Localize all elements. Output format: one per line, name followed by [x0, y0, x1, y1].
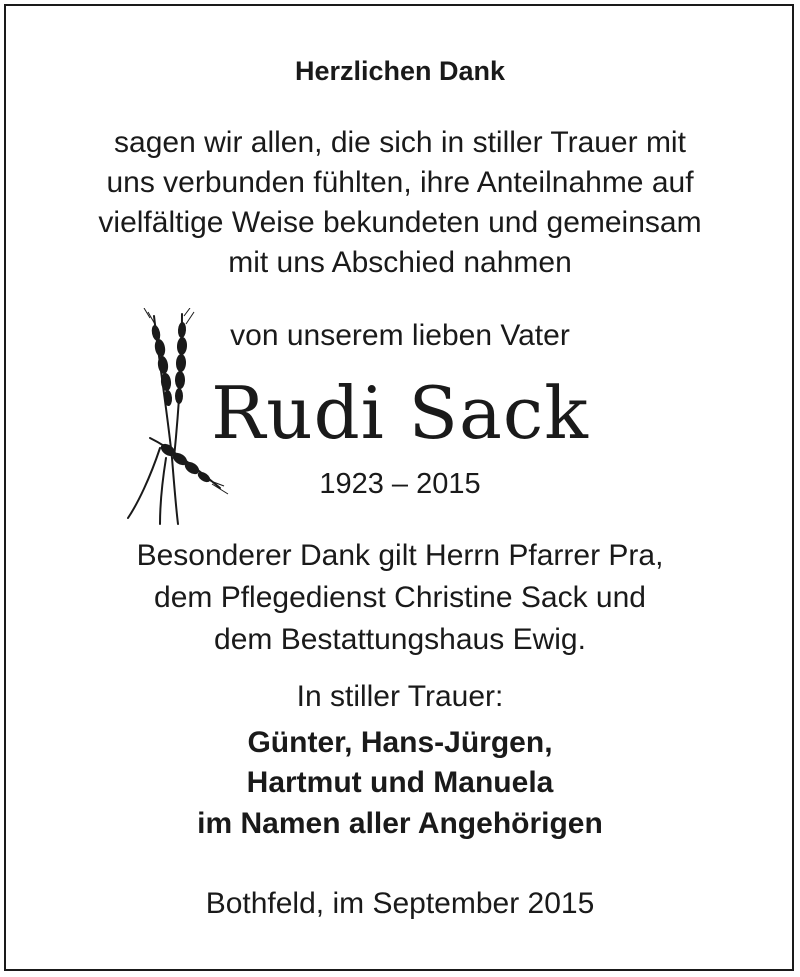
intro-line-3: vielfältige Weise bekundeten und gemeinsam — [98, 206, 702, 239]
mourning-label: In stiller Trauer: — [296, 680, 504, 713]
notice-heading: Herzlichen Dank — [294, 56, 506, 86]
intro-line-2: uns verbunden fühlten, ihre Anteilnahme auf — [106, 166, 694, 199]
thanks-line-3: dem Bestattungshaus Ewig. — [214, 623, 586, 656]
mourners-line-1: Günter, Hans-Jürgen, — [247, 726, 553, 759]
relation-line: von unserem lieben Vater — [230, 319, 570, 352]
deceased-name: Rudi Sack — [211, 371, 589, 455]
mourners-line-2: Hartmut und Manuela — [246, 766, 554, 799]
thanks-line-1: Besonderer Dank gilt Herrn Pfarrer Pra, — [136, 539, 664, 572]
mourners-line-3: im Namen aller Angehörigen — [197, 807, 603, 840]
intro-line-1: sagen wir allen, die sich in stiller Trauer mit — [114, 126, 686, 159]
place-date: Bothfeld, im September 2015 — [205, 887, 595, 920]
intro-line-4: mit uns Abschied nahmen — [228, 246, 572, 279]
thanks-line-2: dem Pflegedienst Christine Sack und — [154, 581, 646, 614]
life-years: 1923 – 2015 — [319, 468, 481, 500]
